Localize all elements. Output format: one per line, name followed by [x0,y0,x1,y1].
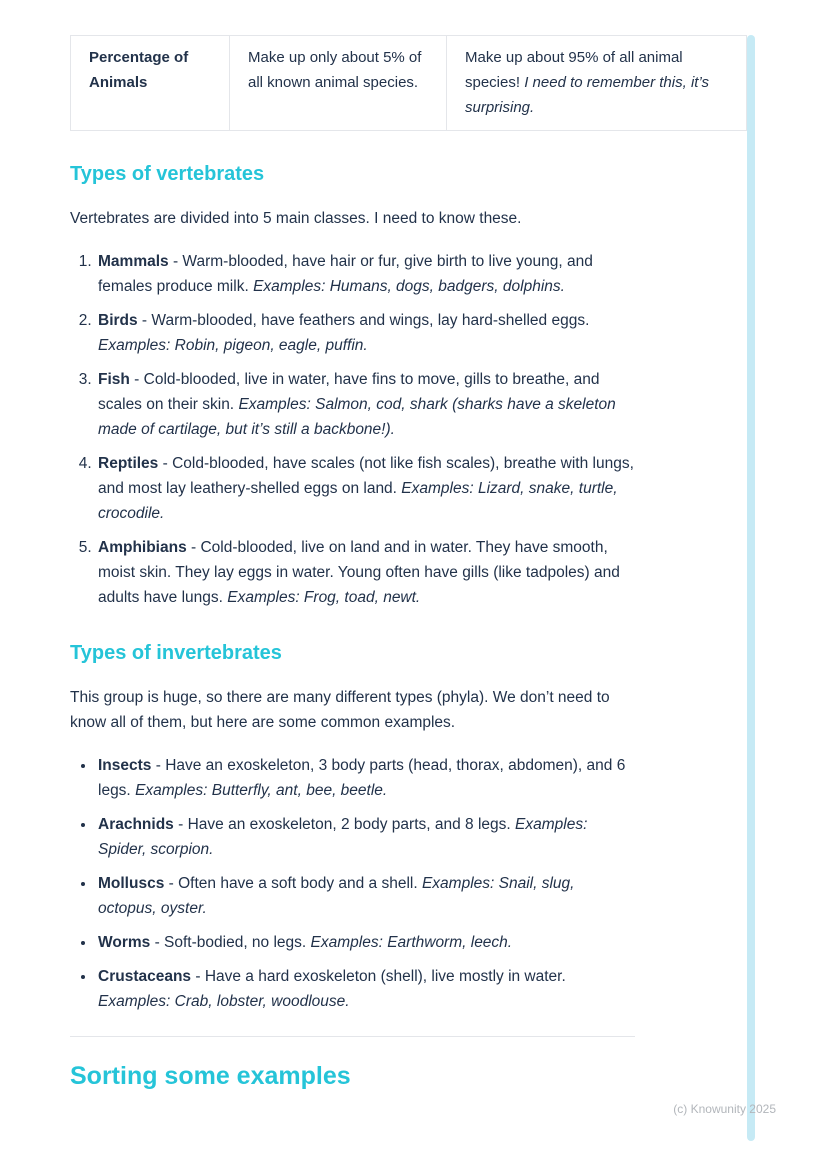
invertebrates-list [70,753,635,1014]
term: Insects [98,757,152,774]
list-item-arachnids [96,812,635,862]
term: Amphibians [98,539,187,556]
term: Birds [98,312,138,329]
vertebrates-intro: Vertebrates are divided into 5 main classes. I need to know these. [70,210,522,227]
heading-sorting-some-examples: Sorting some examples [70,1062,351,1090]
description: - Cold-blooded, live in water, have fins to move, gills to breathe, and scales on their skin. [98,371,600,413]
table-cell-vertebrates-value [230,36,447,131]
term: Worms [98,934,151,951]
list-item-insects [96,753,635,803]
list-item-mammals [96,249,635,299]
examples-text: Examples: Robin, pigeon, eagle, puffin. [98,337,368,354]
comparison-table [70,35,747,131]
vertebrates-list [70,249,635,610]
table-cell-feature [71,36,230,131]
examples-text: Examples: Humans, dogs, badgers, dolphins. [253,278,565,295]
examples-text: Examples: Snail, slug, octopus, oyster. [98,875,575,917]
term: Mammals [98,253,169,270]
watermark: (c) Knowunity 2025 [673,1102,776,1116]
list-item-crustaceans [96,964,635,1014]
examples-text: Examples: Earthworm, leech. [310,934,513,951]
examples-text: Examples: Crab, lobster, woodlouse. [98,993,350,1010]
page-scrollbar[interactable] [747,35,755,1141]
section-divider [70,1036,635,1037]
term: Fish [98,371,130,388]
description: - Often have a soft body and a shell. [164,875,422,892]
examples-text: Examples: Spider, scorpion. [98,816,588,858]
list-item-amphibians [96,535,635,610]
note-content [70,0,710,1090]
invertebrates-intro: This group is huge, so there are many different types (phyla). We don’t need to know all of them, but here are some common examples. [70,689,610,731]
description: - Cold-blooded, have scales (not like fish scales), breathe with lungs, and most lay leathery-shelled eggs on land. [98,455,634,497]
term: Molluscs [98,875,165,892]
list-item-birds [96,308,635,358]
invertebrates-percentage-text: Make up about 95% of all animal species! [465,49,683,91]
examples-text: Examples: Lizard, snake, turtle, crocodile. [98,480,618,522]
list-item-reptiles [96,451,635,526]
description: - Have an exoskeleton, 2 body parts, and 8 legs. [173,816,516,833]
description: - Warm-blooded, have feathers and wings, lay hard-shelled eggs. [137,312,590,329]
examples-text: Examples: Salmon, cod, shark (sharks have a skeleton made of cartilage, but it’s still a backbone!). [98,396,616,438]
list-item-fish [96,367,635,442]
list-item-worms [96,930,635,955]
table-cell-invertebrates-value [447,36,747,131]
description: - Have an exoskeleton, 3 body parts (head, thorax, abdomen), and 6 legs. [98,757,626,799]
table-row-percentage-of-animals [71,36,747,131]
heading-types-of-invertebrates: Types of invertebrates [70,642,282,664]
vertebrates-percentage-text: Make up only about 5% of all known animal species. [248,49,422,91]
term: Arachnids [98,816,174,833]
description: - Warm-blooded, have hair or fur, give birth to live young, and females produce milk. [98,253,593,295]
list-item-molluscs [96,871,635,921]
examples-text: Examples: Butterfly, ant, bee, beetle. [135,782,388,799]
heading-types-of-vertebrates: Types of vertebrates [70,163,265,185]
feature-label: Percentage of Animals [89,49,189,91]
description: - Have a hard exoskeleton (shell), live mostly in water. [191,968,566,985]
term: Crustaceans [98,968,192,985]
invertebrates-percentage-note: I need to remember this, it’s surprising. [465,74,710,116]
examples-text: Examples: Frog, toad, newt. [227,589,421,606]
description: - Soft-bodied, no legs. [150,934,311,951]
term: Reptiles [98,455,159,472]
description: - Cold-blooded, live on land and in water. They have smooth, moist skin. They lay eggs in water. Young often have gills (like tadpoles) and adults have lungs. [98,539,620,606]
